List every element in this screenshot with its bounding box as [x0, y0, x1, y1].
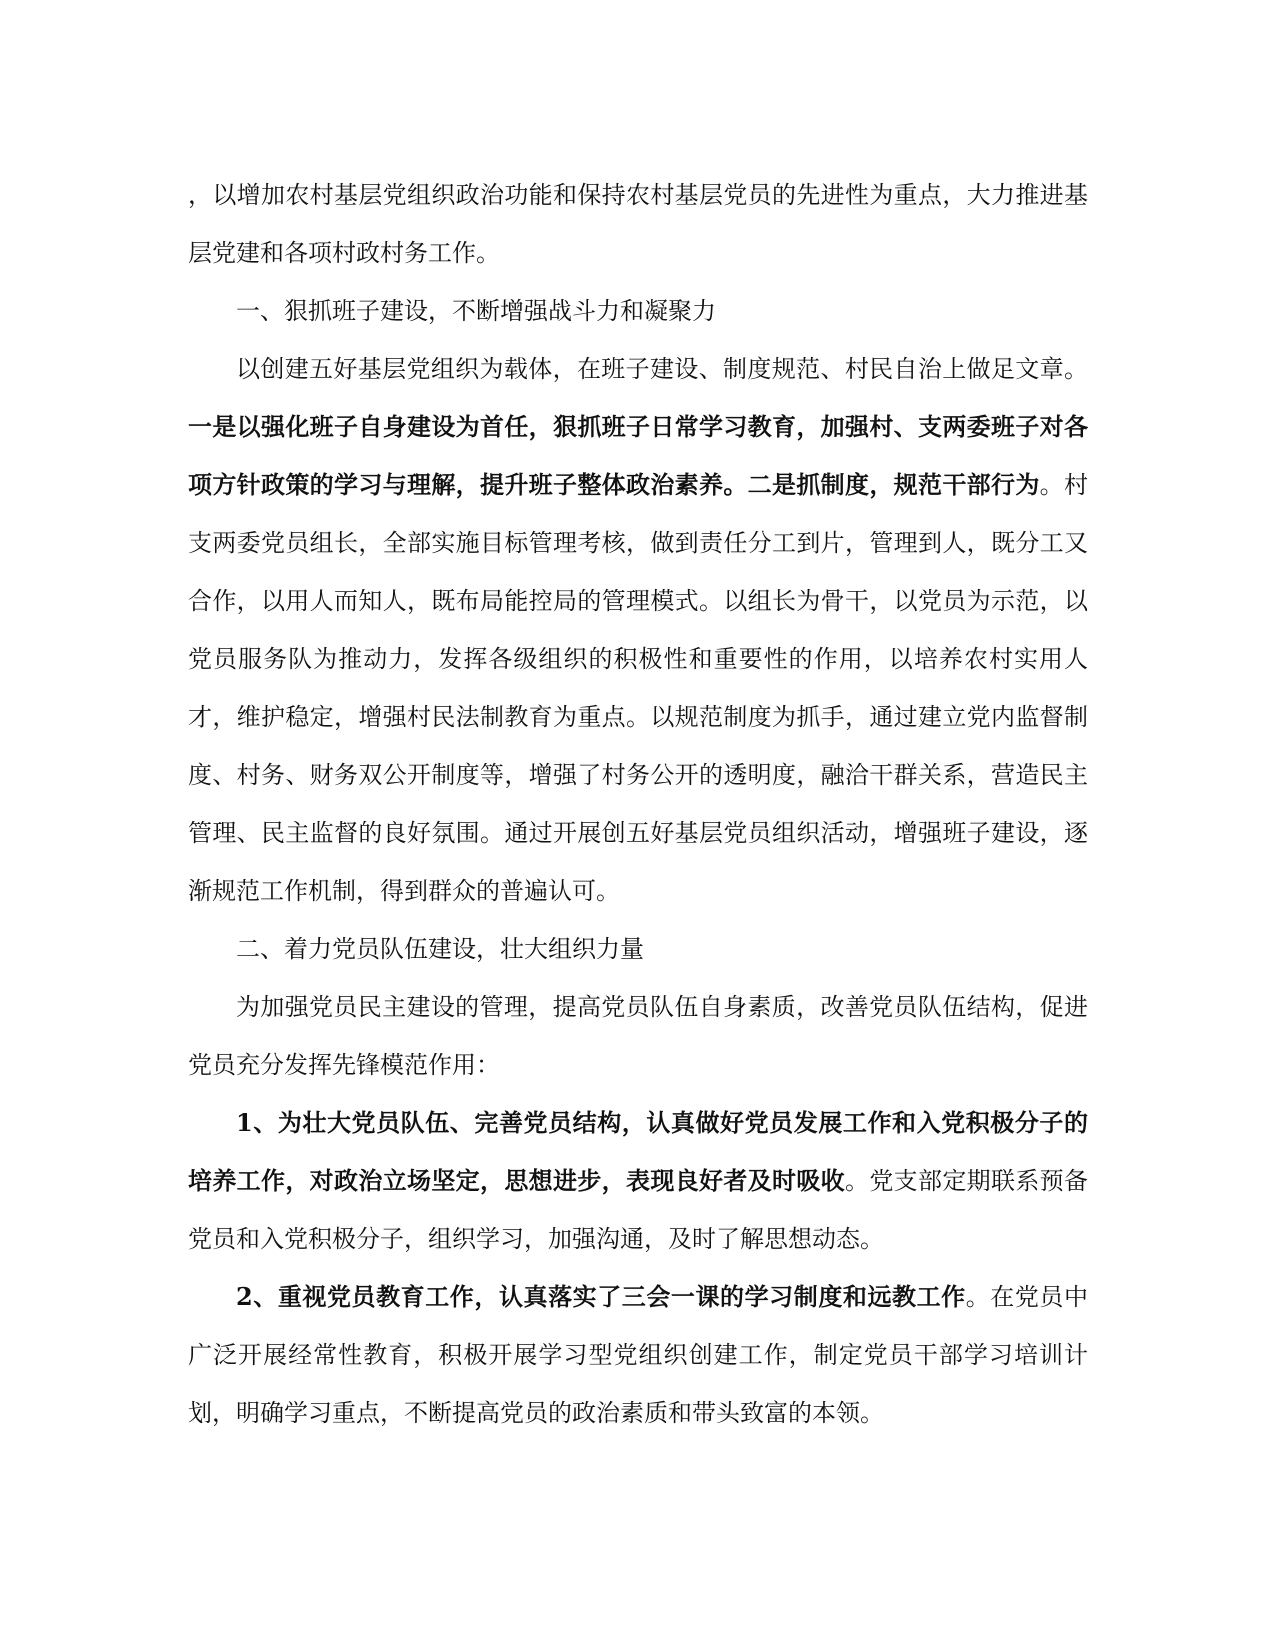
- paragraph-member-intro: 为加强党员民主建设的管理，提高党员队伍自身素质，改善党员队伍结构，促进党员充分发挥先锋模范作用：: [188, 993, 1088, 1079]
- paragraph-rest-text: 。村支两委党员组长，全部实施目标管理考核，做到责任分工到片，管理到人，既分工又合作，以用人而知人，既布局能控局的管理模式。以组长为骨干，以党员为示范，以党员服务队为推动力，发挥各级组织的积极性和重要性的作用，以培养农村实用人才，维护稳定，增强村民法制教育为重点。以规范制度为抓手，通过建立党内监督制度、村务、财务双公开制度等，增强了村务公开的透明度，融洽干群关系，营造民主管理、民主监督的良好氛围。通过开展创五好基层党员组织活动，增强班子建设，逐渐规范工作机制，得到群众的普遍认可。: [188, 471, 1089, 905]
- paragraph-lead-text: 以创建五好基层党组织为载体，在班子建设、制度规范、村民自治上做足文章。: [236, 355, 1088, 383]
- paragraph-item-1: [188, 1094, 1088, 1268]
- paragraph-team-building: [188, 340, 1088, 920]
- paragraph-item-2: [188, 1268, 1088, 1442]
- paragraph-rest-text: 。党支部定期联系预备党员和入党积极分子，组织学习，加强沟通，及时了解思想动态。: [188, 1167, 1088, 1253]
- paragraph-bold-text: 1、为壮大党员队伍、完善党员结构，认真做好党员发展工作和入党积极分子的培养工作，对政治立场坚定，思想进步，表现良好者及时吸收: [188, 1108, 1088, 1195]
- section-heading-1: 一、狠抓班子建设，不断增强战斗力和凝聚力: [236, 297, 716, 325]
- paragraph-bold-text: 一是以强化班子自身建设为首任，狠抓班子日常学习教育，加强村、支两委班子对各项方针政策的学习与理解，提升班子整体政治素养。二是抓制度，规范干部行为: [188, 412, 1088, 499]
- paragraph-bold-text: 2、重视党员教育工作，认真落实了三会一课的学习制度和远教工作: [236, 1282, 966, 1311]
- section-heading-2: 二、着力党员队伍建设，壮大组织力量: [236, 935, 644, 963]
- document-page: [188, 166, 1088, 1442]
- paragraph-rest-text: 。在党员中广泛开展经常性教育，积极开展学习型党组织创建工作，制定党员干部学习培训计划，明确学习重点，不断提高党员的政治素质和带头致富的本领。: [188, 1283, 1089, 1427]
- paragraph-intro-continuation: ，以增加农村基层党组织政治功能和保持农村基层党员的先进性为重点，大力推进基层党建和各项村政村务工作。: [188, 181, 1088, 267]
